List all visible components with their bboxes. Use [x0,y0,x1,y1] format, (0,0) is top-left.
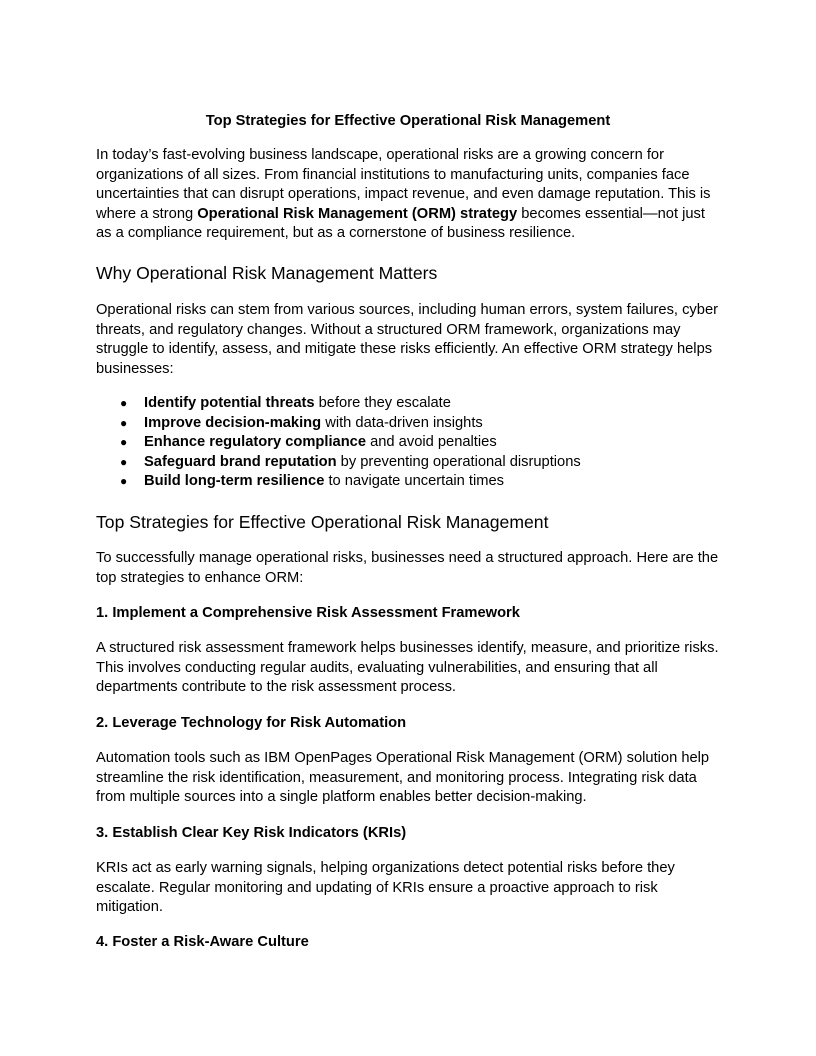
bullet-icon: ● [120,454,128,469]
intro-bold-term: Operational Risk Management (ORM) strategy [197,205,518,222]
intro-line: uncertainties that can disrupt operations, impact revenue, and even damage reputation. This is [96,186,711,202]
list-item-text: by preventing operational disruptions [336,453,581,470]
list-item [96,394,720,414]
paragraph-line: escalate. Regular monitoring and updating of KRIs ensure a proactive approach to risk [96,879,658,896]
list-item-text: to navigate uncertain times [324,473,504,489]
bullet-icon: ● [120,435,128,449]
list-item-bold: Build long-term resilience [144,473,325,489]
intro-line: In today’s fast-evolving business landscape, operational risks are a growing concern for [96,147,664,163]
paragraph-line: This involves conducting regular audits, evaluating vulnerabilities, and ensuring that all [96,659,658,676]
paragraph-line: top strategies to enhance ORM: [96,569,304,586]
intro-line [96,205,720,225]
list-item-text: with data-driven insights [321,414,483,431]
section-heading-why: Why Operational Risk Management Matters [96,263,438,283]
list-item [96,414,720,434]
bullet-icon: ● [120,474,128,488]
strategy-paragraph [96,749,720,808]
strategy-heading: 2. Leverage Technology for Risk Automation [96,715,407,731]
section1-paragraph [96,301,720,379]
paragraph-line: KRIs act as early warning signals, helping organizations detect potential risks before they [96,860,675,876]
bullet-icon: ● [120,396,128,410]
section2-paragraph [96,549,720,588]
paragraph-line: streamline the risk identification, measurement, and monitoring process. Integrating risk data [96,769,697,786]
strategy-heading: 3. Establish Clear Key Risk Indicators (KRIs) [96,825,407,841]
list-item-text: before they escalate [314,395,451,411]
intro-line: as a compliance requirement, but as a cornerstone of business resilience. [96,225,576,241]
list-item [96,453,720,473]
benefits-list [96,394,720,492]
paragraph-line: businesses: [96,360,174,377]
intro-text: becomes essential—not just [517,205,705,222]
paragraph-line: Automation tools such as IBM OpenPages Operational Risk Management (ORM) solution help [96,750,710,766]
list-item-bold: Enhance regulatory compliance [144,434,367,450]
list-item-bold: Identify potential threats [144,395,315,411]
strategy-paragraph [96,639,720,698]
strategy-heading: 4. Foster a Risk-Aware Culture [96,934,309,950]
paragraph-line: To successfully manage operational risks, businesses need a structured approach. Here are the [96,550,719,566]
list-item-bold: Improve decision-making [144,414,322,431]
list-item-text: and avoid penalties [366,434,497,450]
intro-text: where a strong [96,205,198,222]
intro-paragraph [96,146,720,244]
paragraph-line: Operational risks can stem from various sources, including human errors, system failures, cyber [96,302,719,318]
document-title: Top Strategies for Effective Operational Risk Management [205,113,611,129]
section-heading-strategies: Top Strategies for Effective Operational Risk Management [96,512,549,532]
paragraph-line: threats, and regulatory changes. Without a structured ORM framework, organizations may [96,321,681,338]
intro-line: organizations of all sizes. From financial institutions to manufacturing units, companies face [96,166,690,183]
paragraph-line: departments contribute to the risk assessment process. [96,679,457,695]
list-item-bold: Safeguard brand reputation [144,453,337,470]
strategy-heading: 1. Implement a Comprehensive Risk Assessment Framework [96,605,520,621]
paragraph-line: struggle to identify, assess, and mitigate these risks efficiently. An effective ORM strategy helps [96,341,713,357]
paragraph-line: from multiple sources into a single platform enables better decision-making. [96,789,587,805]
paragraph-line: A structured risk assessment framework helps businesses identify, measure, and prioritize risks. [96,640,719,656]
bullet-icon: ● [120,415,128,430]
paragraph-line: mitigation. [96,899,163,915]
list-item [96,433,720,453]
strategy-paragraph [96,859,720,918]
list-item [96,472,720,492]
